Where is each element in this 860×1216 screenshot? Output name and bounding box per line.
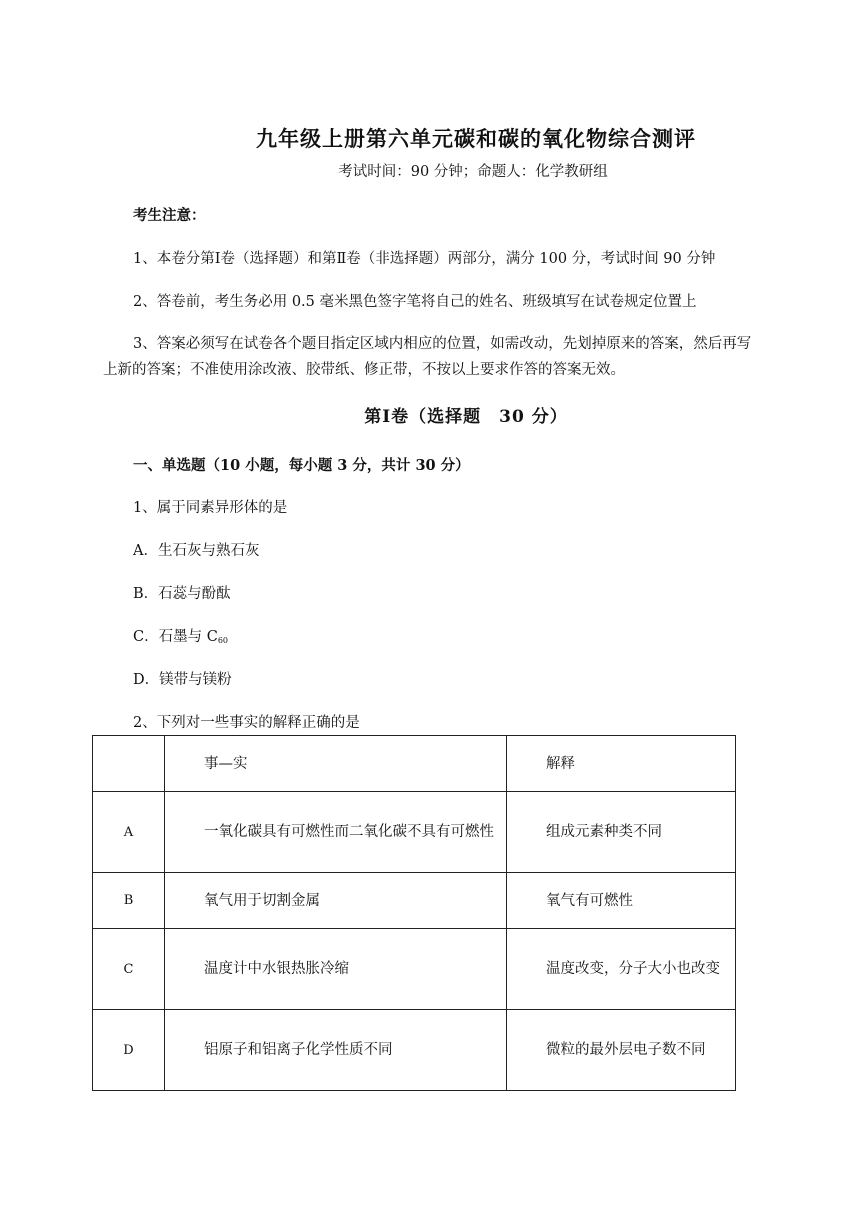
question-1-option-c bbox=[133, 625, 228, 646]
row-explain: 氧气有可燃性 bbox=[507, 873, 736, 929]
table-row bbox=[93, 792, 736, 873]
facts-table bbox=[92, 735, 736, 1091]
table-header-blank bbox=[93, 736, 165, 792]
question-1-option-a: A．生石灰与熟石灰 bbox=[133, 543, 260, 559]
notice-heading: 考生注意： bbox=[133, 207, 206, 224]
row-fact: 氧气用于切割金属 bbox=[165, 873, 507, 929]
option-c-subscript: 60 bbox=[217, 636, 228, 645]
row-label: A bbox=[93, 792, 165, 873]
row-label: B bbox=[93, 873, 165, 929]
notice-item-3-line-1: 3、答案必须写在试卷各个题目指定区域内相应的位置，如需改动，先划掉原来的答案，然后再写 bbox=[133, 336, 752, 352]
question-2-stem: 2、下列对一些事实的解释正确的是 bbox=[133, 715, 360, 731]
row-explain: 微粒的最外层电子数不同 bbox=[507, 1010, 736, 1091]
table-row bbox=[93, 873, 736, 929]
table-header-explain: 解释 bbox=[507, 736, 736, 792]
section-title: 第Ⅰ卷（选择题 30 分） bbox=[364, 407, 568, 427]
exam-title: 九年级上册第六单元碳和碳的氧化物综合测评 bbox=[256, 126, 696, 151]
part-heading: 一、单选题（10 小题，每小题 3 分，共计 30 分） bbox=[133, 457, 470, 474]
row-explain: 温度改变，分子大小也改变 bbox=[507, 929, 736, 1010]
notice-item-3-line-2: 上新的答案；不准使用涂改液、胶带纸、修正带，不按以上要求作答的答案无效。 bbox=[103, 362, 625, 378]
row-explain: 组成元素种类不同 bbox=[507, 792, 736, 873]
exam-subtitle: 考试时间：90 分钟；命题人：化学教研组 bbox=[338, 164, 608, 180]
notice-item-1: 1、本卷分第Ⅰ卷（选择题）和第Ⅱ卷（非选择题）两部分，满分 100 分，考试时间 90 分钟 bbox=[133, 251, 716, 267]
question-1-option-d: D．镁带与镁粉 bbox=[133, 672, 232, 688]
option-c-text: C．石墨与 C bbox=[133, 629, 218, 645]
table-row bbox=[93, 929, 736, 1010]
row-label: D bbox=[93, 1010, 165, 1091]
table-row bbox=[93, 1010, 736, 1091]
question-1-option-b: B．石蕊与酚酞 bbox=[133, 586, 231, 602]
notice-item-2: 2、答卷前，考生务必用 0.5 毫米黑色签字笔将自己的姓名、班级填写在试卷规定位置上 bbox=[133, 294, 697, 310]
row-fact: 温度计中水银热胀冷缩 bbox=[165, 929, 507, 1010]
table-header-fact: 事—实 bbox=[165, 736, 507, 792]
row-label: C bbox=[93, 929, 165, 1010]
question-1-stem: 1、属于同素异形体的是 bbox=[133, 500, 288, 516]
table-header-row bbox=[93, 736, 736, 792]
row-fact: 铝原子和铝离子化学性质不同 bbox=[165, 1010, 507, 1091]
row-fact: 一氧化碳具有可燃性而二氧化碳不具有可燃性 bbox=[165, 792, 507, 873]
